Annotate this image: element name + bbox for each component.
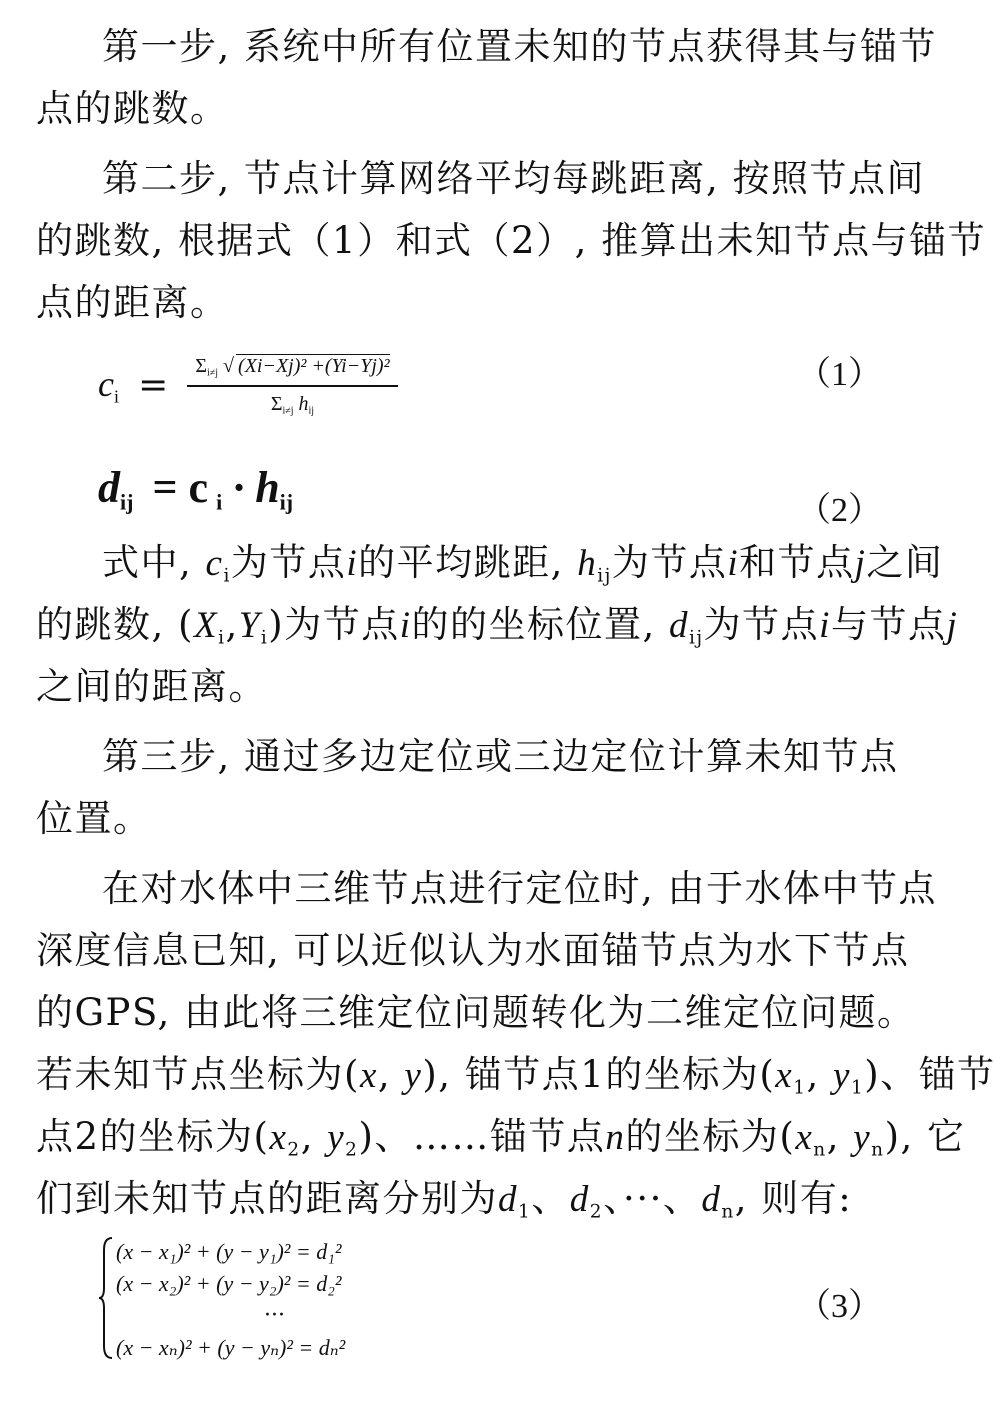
- para4-line1: 第三步, 通过多边定位或三边定位计算未知节点: [102, 735, 899, 778]
- eq1-denominator: $\Sigma_{i\ne j}$ $h_{ij}$: [187, 385, 397, 417]
- eq1-lhs: $c_i$: [98, 363, 119, 407]
- article-page: [36, 16, 996, 1376]
- equation-3: [36, 1236, 898, 1376]
- para2-line1: 第二步, 节点计算网络平均每跳距离, 按照节点间: [102, 157, 926, 200]
- para5-line5: 点2的坐标为($x_2$, $y_2$)、……锚节点n的坐标为($x_n$, $y_n$), 它: [36, 1115, 966, 1161]
- eq2-number: （2）: [797, 492, 882, 529]
- para5-line6: 们到未知节点的距离分别为$d_1$、$d_2$、···、$d_n$, 则有:: [36, 1177, 853, 1223]
- eq3-row-2: (x − x₂)² + (y − y₂)² = d₂²: [116, 1271, 342, 1296]
- para3-line2: 的跳数, $(X_i,Y_i)$为节点i的的坐标位置, $d_{ij}$为节点i与节点j: [36, 603, 959, 649]
- para5-line4: 若未知节点坐标为(x, y), 锚节点1的坐标为($x_1$, $y_1$)、锚节: [36, 1053, 996, 1099]
- left-brace-icon: [98, 1236, 114, 1360]
- para5-line2: 深度信息已知, 可以近似认为水面锚节点为水下节点: [36, 929, 910, 972]
- para1-line2: 点的跳数。: [36, 87, 229, 130]
- para3-line1: 式中, $c_i$为节点i的平均跳距, $h_{ij}$为节点i和节点j之间: [102, 541, 944, 587]
- para2-line3: 点的距离。: [36, 281, 229, 324]
- eq1-numerator: $\Sigma_{i\ne j}$ √ (Xi−Xj)² +(Yi−Yj)²: [195, 355, 390, 379]
- eq2-body: $d_{ij} = c$ $_i \cdot h_{ij}$: [98, 463, 294, 515]
- eq1-equals: =: [138, 364, 169, 406]
- equation-2: [36, 462, 898, 532]
- para3-line3: 之间的距离。: [36, 665, 267, 708]
- eq1-fraction: [187, 354, 397, 416]
- para5-line3: 的GPS, 由此将三维定位问题转化为二维定位问题。: [36, 991, 916, 1034]
- para4-line2: 位置。: [36, 797, 152, 840]
- para5-line1: 在对水体中三维节点进行定位时, 由于水体中节点: [102, 867, 938, 910]
- eq1-number: （1）: [797, 356, 882, 393]
- para2-line2: 的跳数, 根据式（1）和式（2）, 推算出未知节点与锚节: [36, 219, 987, 262]
- para1-line1: 第一步, 系统中所有位置未知的节点获得其与锚节: [102, 25, 938, 68]
- eq3-number: （3）: [797, 1288, 882, 1325]
- eq3-row-n: (x − xₙ)² + (y − yₙ)² = dₙ²: [116, 1335, 346, 1360]
- eq3-row-ellipsis: ···: [264, 1303, 285, 1328]
- eq3-system: [36, 1236, 898, 1364]
- eq3-row-1: (x − x₁)² + (y − y₁)² = d₁²: [116, 1239, 342, 1264]
- equation-1: [36, 334, 898, 462]
